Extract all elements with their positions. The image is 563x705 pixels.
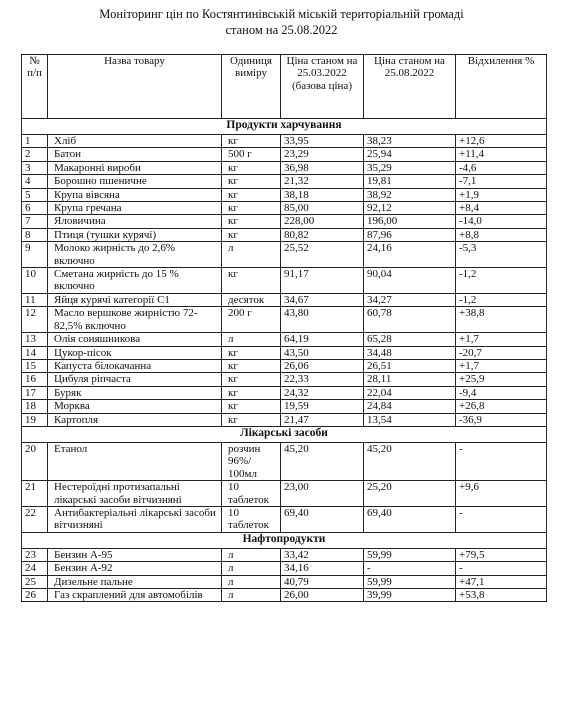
cell-unit: кг — [222, 346, 281, 359]
cell-price-current: 22,04 — [364, 386, 456, 399]
cell-price-base: 69,40 — [281, 506, 364, 532]
table-row — [22, 562, 547, 575]
table-row — [22, 228, 547, 241]
cell-price-base: 43,50 — [281, 346, 364, 359]
cell-unit: кг — [222, 373, 281, 386]
cell-price-base: 21,47 — [281, 413, 364, 426]
cell-price-base: 45,20 — [281, 442, 364, 480]
title-line-1: Моніторинг цін по Костянтинівській міській територіальній громаді — [99, 7, 464, 21]
header-price-base: Ціна станом на 25.03.2022 (базова ціна) — [281, 55, 364, 119]
cell-price-current: 28,11 — [364, 373, 456, 386]
cell-num: 23 — [22, 548, 48, 561]
section-header-row — [22, 532, 547, 548]
cell-price-current: 59,99 — [364, 575, 456, 588]
cell-price-current: 25,94 — [364, 148, 456, 161]
cell-price-current: 38,92 — [364, 188, 456, 201]
cell-unit: кг — [222, 188, 281, 201]
section-title: Продукти харчування — [22, 119, 547, 135]
cell-num: 24 — [22, 562, 48, 575]
cell-price-current: 26,51 — [364, 359, 456, 372]
cell-deviation: - — [456, 506, 547, 532]
cell-deviation: +38,8 — [456, 307, 547, 333]
table-row — [22, 548, 547, 561]
cell-price-current: 60,78 — [364, 307, 456, 333]
cell-deviation: +25,9 — [456, 373, 547, 386]
table-row — [22, 135, 547, 148]
section-header-row — [22, 426, 547, 442]
cell-unit: кг — [222, 359, 281, 372]
cell-deviation: +11,4 — [456, 148, 547, 161]
cell-name: Крупа гречана — [48, 202, 222, 215]
cell-num: 11 — [22, 293, 48, 306]
cell-name: Картопля — [48, 413, 222, 426]
cell-price-current: 87,96 — [364, 228, 456, 241]
cell-name: Сметана жирність до 15 % включно — [48, 268, 222, 294]
cell-price-base: 85,00 — [281, 202, 364, 215]
cell-name: Макаронні вироби — [48, 161, 222, 174]
table-row — [22, 175, 547, 188]
cell-deviation: +47,1 — [456, 575, 547, 588]
cell-name: Бензин А-95 — [48, 548, 222, 561]
cell-name: Капуста білокачанна — [48, 359, 222, 372]
cell-num: 26 — [22, 589, 48, 602]
cell-price-current: 24,16 — [364, 242, 456, 268]
cell-price-current: 90,04 — [364, 268, 456, 294]
cell-unit: розчин 96%/ 100мл — [222, 442, 281, 480]
cell-num: 10 — [22, 268, 48, 294]
cell-unit: л — [222, 562, 281, 575]
cell-deviation: - — [456, 562, 547, 575]
cell-name: Хліб — [48, 135, 222, 148]
cell-unit: л — [222, 575, 281, 588]
cell-num: 3 — [22, 161, 48, 174]
cell-name: Морква — [48, 400, 222, 413]
cell-unit: кг — [222, 386, 281, 399]
header-num: № п/п — [22, 55, 48, 119]
table-row — [22, 188, 547, 201]
table-row — [22, 400, 547, 413]
cell-deviation: +26,8 — [456, 400, 547, 413]
cell-num: 17 — [22, 386, 48, 399]
cell-num: 2 — [22, 148, 48, 161]
cell-price-base: 33,42 — [281, 548, 364, 561]
cell-price-current: 65,28 — [364, 333, 456, 346]
document-title — [0, 6, 563, 38]
cell-name: Масло вершкове жирністю 72-82,5% включно — [48, 307, 222, 333]
cell-name: Птиця (тушки курячі) — [48, 228, 222, 241]
cell-num: 1 — [22, 135, 48, 148]
cell-num: 9 — [22, 242, 48, 268]
table-row — [22, 359, 547, 372]
cell-deviation: -9,4 — [456, 386, 547, 399]
cell-price-current: - — [364, 562, 456, 575]
cell-price-base: 33,95 — [281, 135, 364, 148]
table-row — [22, 161, 547, 174]
cell-price-base: 24,32 — [281, 386, 364, 399]
cell-name: Борошно пшеничне — [48, 175, 222, 188]
cell-price-base: 228,00 — [281, 215, 364, 228]
cell-price-current: 39,99 — [364, 589, 456, 602]
cell-price-base: 36,98 — [281, 161, 364, 174]
cell-price-current: 19,81 — [364, 175, 456, 188]
table-row — [22, 575, 547, 588]
cell-price-current: 92,12 — [364, 202, 456, 215]
cell-num: 16 — [22, 373, 48, 386]
cell-name: Етанол — [48, 442, 222, 480]
cell-unit: 10 таблеток — [222, 506, 281, 532]
table-row — [22, 307, 547, 333]
section-header-row — [22, 119, 547, 135]
table-row — [22, 589, 547, 602]
cell-unit: кг — [222, 161, 281, 174]
table-row — [22, 242, 547, 268]
table-row — [22, 148, 547, 161]
cell-name: Буряк — [48, 386, 222, 399]
cell-num: 18 — [22, 400, 48, 413]
table-row — [22, 293, 547, 306]
cell-price-base: 19,59 — [281, 400, 364, 413]
cell-price-base: 25,52 — [281, 242, 364, 268]
cell-price-base: 23,29 — [281, 148, 364, 161]
cell-deviation: -1,2 — [456, 268, 547, 294]
cell-unit: л — [222, 242, 281, 268]
cell-deviation: -36,9 — [456, 413, 547, 426]
cell-unit: л — [222, 548, 281, 561]
cell-unit: л — [222, 589, 281, 602]
cell-unit: кг — [222, 175, 281, 188]
table-row — [22, 346, 547, 359]
cell-deviation: -20,7 — [456, 346, 547, 359]
cell-num: 6 — [22, 202, 48, 215]
table-row — [22, 202, 547, 215]
cell-num: 7 — [22, 215, 48, 228]
table-row — [22, 506, 547, 532]
cell-price-base: 34,67 — [281, 293, 364, 306]
cell-price-current: 25,20 — [364, 481, 456, 507]
cell-name: Яловичина — [48, 215, 222, 228]
cell-deviation: -5,3 — [456, 242, 547, 268]
cell-num: 22 — [22, 506, 48, 532]
cell-name: Антибактеріальні лікарські засоби вітчизняні — [48, 506, 222, 532]
table-header-row — [22, 55, 547, 119]
cell-unit: кг — [222, 202, 281, 215]
table-row — [22, 413, 547, 426]
cell-price-base: 26,00 — [281, 589, 364, 602]
cell-name: Крупа вівсяна — [48, 188, 222, 201]
cell-num: 15 — [22, 359, 48, 372]
price-table — [21, 54, 547, 602]
cell-num: 5 — [22, 188, 48, 201]
cell-name: Цукор-пісок — [48, 346, 222, 359]
cell-name: Молоко жирність до 2,6% включно — [48, 242, 222, 268]
cell-unit: л — [222, 333, 281, 346]
cell-deviation: +53,8 — [456, 589, 547, 602]
title-line-2: станом на 25.08.2022 — [225, 23, 338, 37]
cell-deviation: +79,5 — [456, 548, 547, 561]
cell-unit: кг — [222, 268, 281, 294]
cell-price-current: 38,23 — [364, 135, 456, 148]
table-row — [22, 333, 547, 346]
header-name: Назва товару — [48, 55, 222, 119]
table-row — [22, 215, 547, 228]
cell-name: Яйця курячі категорії С1 — [48, 293, 222, 306]
cell-price-base: 64,19 — [281, 333, 364, 346]
cell-unit: кг — [222, 215, 281, 228]
header-unit: Одиниця виміру — [222, 55, 281, 119]
table-row — [22, 386, 547, 399]
cell-name: Цибуля ріпчаста — [48, 373, 222, 386]
cell-unit: 500 г — [222, 148, 281, 161]
cell-num: 25 — [22, 575, 48, 588]
header-deviation: Відхилення % — [456, 55, 547, 119]
section-title: Лікарські засоби — [22, 426, 547, 442]
cell-price-base: 80,82 — [281, 228, 364, 241]
cell-price-base: 26,06 — [281, 359, 364, 372]
table-body — [22, 119, 547, 602]
cell-deviation: +9,6 — [456, 481, 547, 507]
cell-price-base: 91,17 — [281, 268, 364, 294]
cell-unit: кг — [222, 135, 281, 148]
cell-deviation: - — [456, 442, 547, 480]
table-row — [22, 442, 547, 480]
cell-num: 20 — [22, 442, 48, 480]
cell-name: Бензин А-92 — [48, 562, 222, 575]
cell-unit: кг — [222, 400, 281, 413]
cell-num: 21 — [22, 481, 48, 507]
cell-deviation: +1,9 — [456, 188, 547, 201]
cell-deviation: +1,7 — [456, 359, 547, 372]
cell-name: Газ скраплений для автомобілів — [48, 589, 222, 602]
cell-deviation: +8,4 — [456, 202, 547, 215]
cell-price-current: 34,48 — [364, 346, 456, 359]
cell-unit: кг — [222, 228, 281, 241]
cell-name: Батон — [48, 148, 222, 161]
cell-price-base: 34,16 — [281, 562, 364, 575]
cell-deviation: +1,7 — [456, 333, 547, 346]
cell-price-current: 45,20 — [364, 442, 456, 480]
cell-price-current: 34,27 — [364, 293, 456, 306]
cell-num: 12 — [22, 307, 48, 333]
cell-deviation: -1,2 — [456, 293, 547, 306]
table-row — [22, 268, 547, 294]
cell-name: Нестероїдні протизапальні лікарські засоби вітчизняні — [48, 481, 222, 507]
cell-price-base: 23,00 — [281, 481, 364, 507]
cell-name: Олія соняшникова — [48, 333, 222, 346]
cell-price-current: 69,40 — [364, 506, 456, 532]
cell-price-current: 13,54 — [364, 413, 456, 426]
cell-num: 13 — [22, 333, 48, 346]
cell-price-base: 43,80 — [281, 307, 364, 333]
cell-price-current: 59,99 — [364, 548, 456, 561]
cell-deviation: -7,1 — [456, 175, 547, 188]
cell-price-current: 35,29 — [364, 161, 456, 174]
cell-price-current: 24,84 — [364, 400, 456, 413]
cell-unit: десяток — [222, 293, 281, 306]
cell-price-base: 22,33 — [281, 373, 364, 386]
cell-name: Дизельне пальне — [48, 575, 222, 588]
cell-deviation: -14,0 — [456, 215, 547, 228]
table-row — [22, 373, 547, 386]
cell-deviation: +8,8 — [456, 228, 547, 241]
cell-unit: 10 таблеток — [222, 481, 281, 507]
table-row — [22, 481, 547, 507]
cell-num: 8 — [22, 228, 48, 241]
cell-unit: кг — [222, 413, 281, 426]
cell-price-base: 38,18 — [281, 188, 364, 201]
cell-num: 19 — [22, 413, 48, 426]
cell-num: 14 — [22, 346, 48, 359]
section-title: Нафтопродукти — [22, 532, 547, 548]
cell-deviation: +12,6 — [456, 135, 547, 148]
header-price-current: Ціна станом на 25.08.2022 — [364, 55, 456, 119]
cell-unit: 200 г — [222, 307, 281, 333]
cell-price-base: 21,32 — [281, 175, 364, 188]
cell-price-base: 40,79 — [281, 575, 364, 588]
cell-deviation: -4,6 — [456, 161, 547, 174]
cell-num: 4 — [22, 175, 48, 188]
cell-price-current: 196,00 — [364, 215, 456, 228]
